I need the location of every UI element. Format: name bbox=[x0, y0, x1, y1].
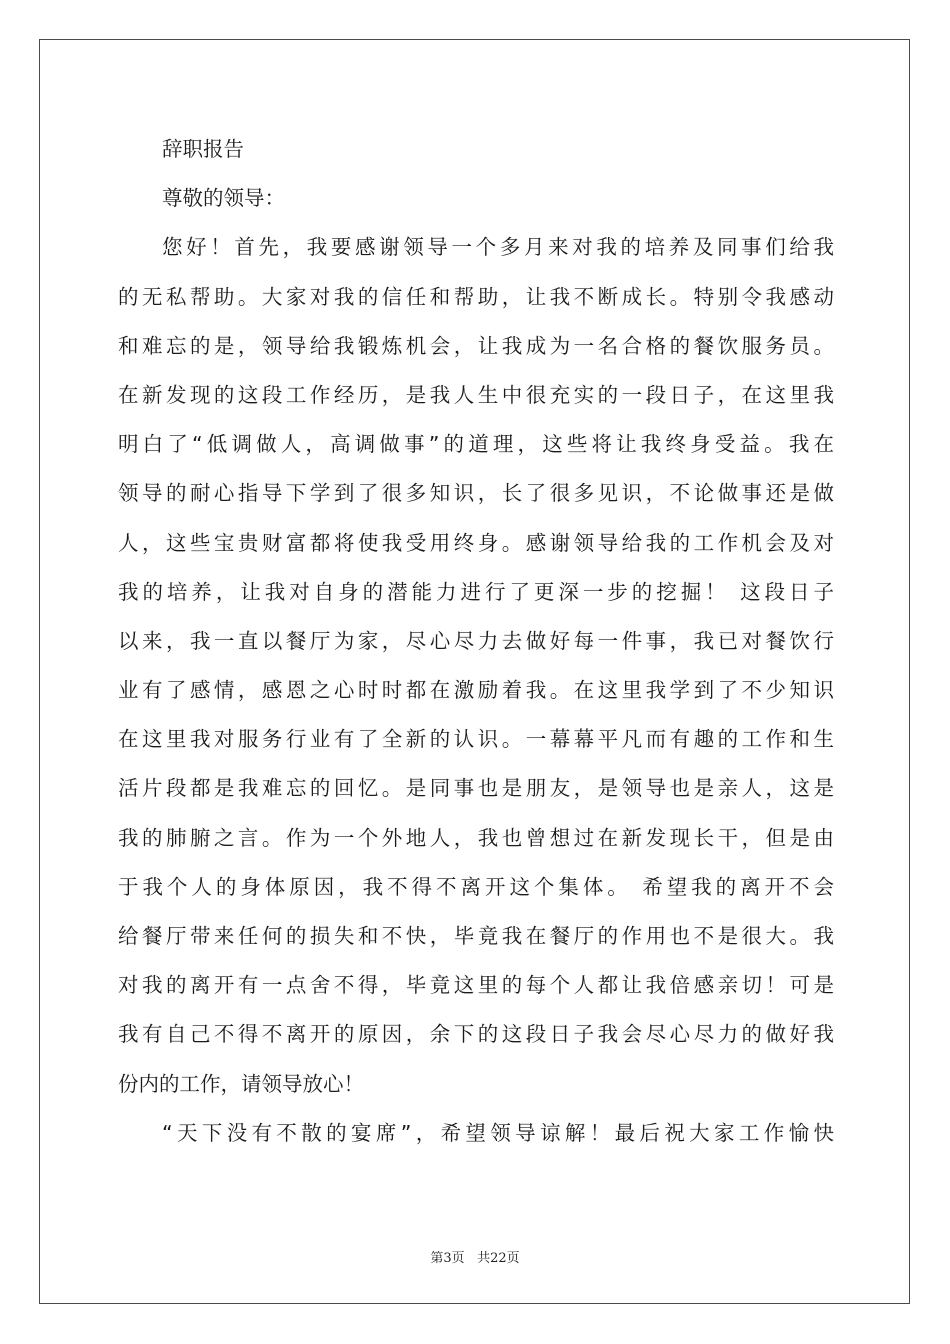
total-pages: 22 bbox=[490, 1251, 507, 1266]
body-line: 您好！首先，我要感谢领导一个多月来对我的培养及同事们给我 bbox=[162, 235, 834, 260]
body-line: 给餐厅带来任何的损失和不快，毕竟我在餐厅的作用也不是很大。我 bbox=[118, 924, 834, 948]
body-line: 份内的工作，请领导放心！ bbox=[118, 1071, 364, 1096]
page-label-suffix: 页 bbox=[451, 1251, 465, 1266]
salutation: 尊敬的领导： bbox=[162, 186, 285, 211]
body-line: 活片段都是我难忘的回忆。是同事也是朋友，是领导也是亲人，这是 bbox=[118, 776, 834, 801]
body-line: 我的肺腑之言。作为一个外地人，我也曾想过在新发现长干，但是由 bbox=[118, 825, 834, 850]
body-line: 领导的耐心指导下学到了很多知识，长了很多见识，不论做事还是做 bbox=[118, 481, 834, 506]
body-line: 对我的离开有一点舍不得，毕竟这里的每个人都让我倍感亲切！可是 bbox=[118, 973, 834, 998]
body-paragraph bbox=[118, 223, 834, 1108]
body-line: 和难忘的是，领导给我锻炼机会，让我成为一名合格的餐饮服务员。 bbox=[118, 333, 834, 358]
closing-line: “天下没有不散的宴席”，希望领导谅解！最后祝大家工作愉快 bbox=[162, 1120, 834, 1145]
body-line: 在新发现的这段工作经历，是我人生中很充实的一段日子，在这里我 bbox=[118, 382, 834, 407]
body-line: 人，这些宝贵财富都将使我受用终身。感谢领导给我的工作机会及对 bbox=[118, 530, 834, 555]
document-title: 辞职报告 bbox=[162, 137, 244, 161]
page-number: 3 bbox=[443, 1251, 452, 1266]
document-body bbox=[118, 125, 834, 1158]
body-line: 于我个人的身体原因，我不得不离开这个集体。 希望我的离开不会 bbox=[118, 874, 834, 899]
total-suffix: 页 bbox=[506, 1251, 520, 1266]
body-line: 业有了感情，感恩之心时时都在激励着我。在这里我学到了不少知识 bbox=[118, 678, 834, 703]
page-label-prefix: 第 bbox=[430, 1251, 444, 1266]
body-line: 以来，我一直以餐厅为家，尽心尽力去做好每一件事，我已对餐饮行 bbox=[118, 628, 834, 653]
total-prefix: 共 bbox=[477, 1251, 491, 1266]
body-line: 我有自己不得不离开的原因，余下的这段日子我会尽心尽力的做好我 bbox=[118, 1022, 834, 1047]
body-line: 我的培养，让我对自身的潜能力进行了更深一步的挖掘！ 这段日子 bbox=[118, 579, 834, 604]
page-footer bbox=[0, 1247, 950, 1266]
body-line: 明白了“低调做人，高调做事”的道理，这些将让我终身受益。我在 bbox=[118, 432, 834, 457]
body-line: 在这里我对服务行业有了全新的认识。一幕幕平凡而有趣的工作和生 bbox=[118, 727, 834, 752]
body-line: 的无私帮助。大家对我的信任和帮助，让我不断成长。特别令我感动 bbox=[118, 284, 834, 309]
